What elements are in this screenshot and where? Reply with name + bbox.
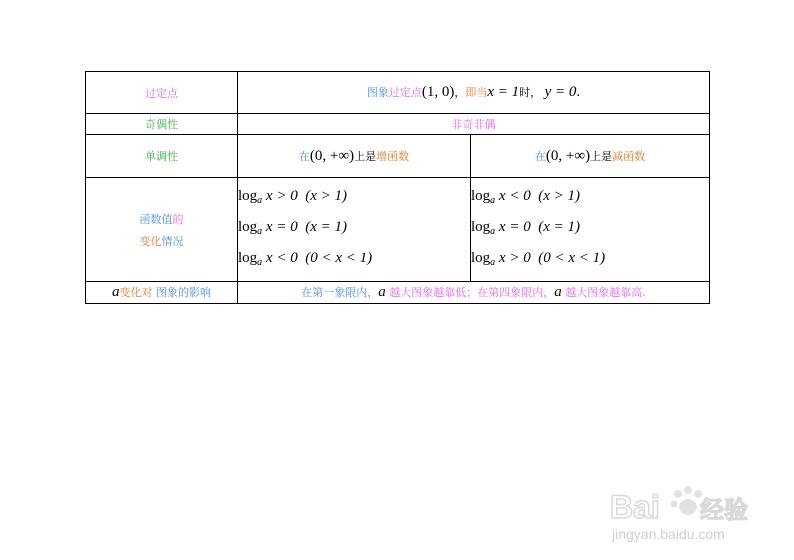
fixed-point-label: 过定点 bbox=[86, 72, 238, 114]
monotonic-left-pre: 在 bbox=[298, 149, 310, 163]
value-change-decreasing bbox=[471, 178, 710, 282]
fixed-point-sep: ， bbox=[454, 86, 466, 99]
fixed-point-result: y = 0 bbox=[544, 84, 577, 100]
fixed-point-text-b: 过定点 bbox=[388, 86, 422, 99]
fixed-point-text-d: 时， bbox=[519, 86, 542, 99]
effect-label-c: 图象的影响 bbox=[156, 286, 211, 299]
effect-content bbox=[238, 282, 710, 304]
paw-icon bbox=[671, 486, 703, 515]
ineq-right-2: $\log_a x = 0$ (x = 1) bbox=[471, 219, 580, 237]
svg-text:经验: 经验 bbox=[700, 497, 748, 524]
row-parity bbox=[86, 114, 710, 135]
parity-label: 奇偶性 bbox=[86, 114, 238, 135]
svg-text:jingyan.baidu.com: jingyan.baidu.com bbox=[612, 526, 725, 542]
fixed-point-text-a: 图象 bbox=[366, 86, 389, 99]
effect-a-1: a bbox=[378, 284, 386, 300]
effect-label-b: 变化对 bbox=[119, 286, 153, 299]
value-change-label-line1: 函数值的 bbox=[139, 212, 184, 226]
baidu-watermark bbox=[608, 472, 758, 547]
fixed-point-coords: (1, 0) bbox=[421, 84, 455, 100]
svg-text:Bai: Bai bbox=[610, 489, 660, 525]
ineq-left-3: $\log_a x < 0$ (0 < x < 1) bbox=[238, 250, 373, 268]
effect-label bbox=[86, 282, 238, 304]
monotonic-right-interval: (0, +∞) bbox=[545, 147, 591, 164]
monotonic-left-interval: (0, +∞) bbox=[309, 147, 355, 164]
monotonic-left-mid: 上是 bbox=[354, 149, 377, 163]
monotonic-right-post: 减函数 bbox=[612, 149, 646, 163]
ineq-right-3: $\log_a x > 0$ (0 < x < 1) bbox=[471, 250, 606, 268]
baidu-paw-logo bbox=[608, 472, 758, 547]
value-change-label bbox=[86, 178, 238, 282]
properties-table bbox=[85, 71, 710, 304]
row-monotonic bbox=[86, 135, 710, 178]
row-fixed-point bbox=[86, 72, 710, 114]
row-effect bbox=[86, 282, 710, 304]
fixed-point-end: . bbox=[576, 84, 581, 100]
row-value-change bbox=[86, 178, 710, 282]
fixed-point-condition: x = 1 bbox=[487, 84, 520, 100]
monotonic-label: 单调性 bbox=[86, 135, 238, 178]
effect-text-1: 在第一象限内， bbox=[301, 286, 379, 299]
fixed-point-text-c: 即当 bbox=[465, 86, 488, 99]
value-change-increasing bbox=[238, 178, 471, 282]
fixed-point-content bbox=[238, 72, 710, 114]
effect-a-2: a bbox=[554, 284, 562, 300]
effect-text-3: 越大图象越靠高. bbox=[565, 286, 646, 299]
ineq-left-2: $\log_a x = 0$ (x = 1) bbox=[238, 219, 347, 237]
effect-text-2: 越大图象越靠低；在第四象限内， bbox=[389, 286, 555, 299]
monotonic-right-pre: 在 bbox=[534, 149, 546, 163]
ineq-right-1: $\log_a x < 0$ (x > 1) bbox=[471, 188, 580, 206]
parity-value: 非奇非偶 bbox=[238, 114, 710, 135]
effect-label-a: a bbox=[112, 284, 120, 300]
monotonic-left-post: 增函数 bbox=[376, 149, 410, 163]
monotonic-decreasing bbox=[471, 135, 710, 178]
monotonic-increasing bbox=[238, 135, 471, 178]
ineq-left-1: $\log_a x > 0$ (x > 1) bbox=[238, 188, 347, 206]
monotonic-right-mid: 上是 bbox=[590, 149, 613, 163]
value-change-label-line2: 变化情况 bbox=[139, 234, 184, 248]
